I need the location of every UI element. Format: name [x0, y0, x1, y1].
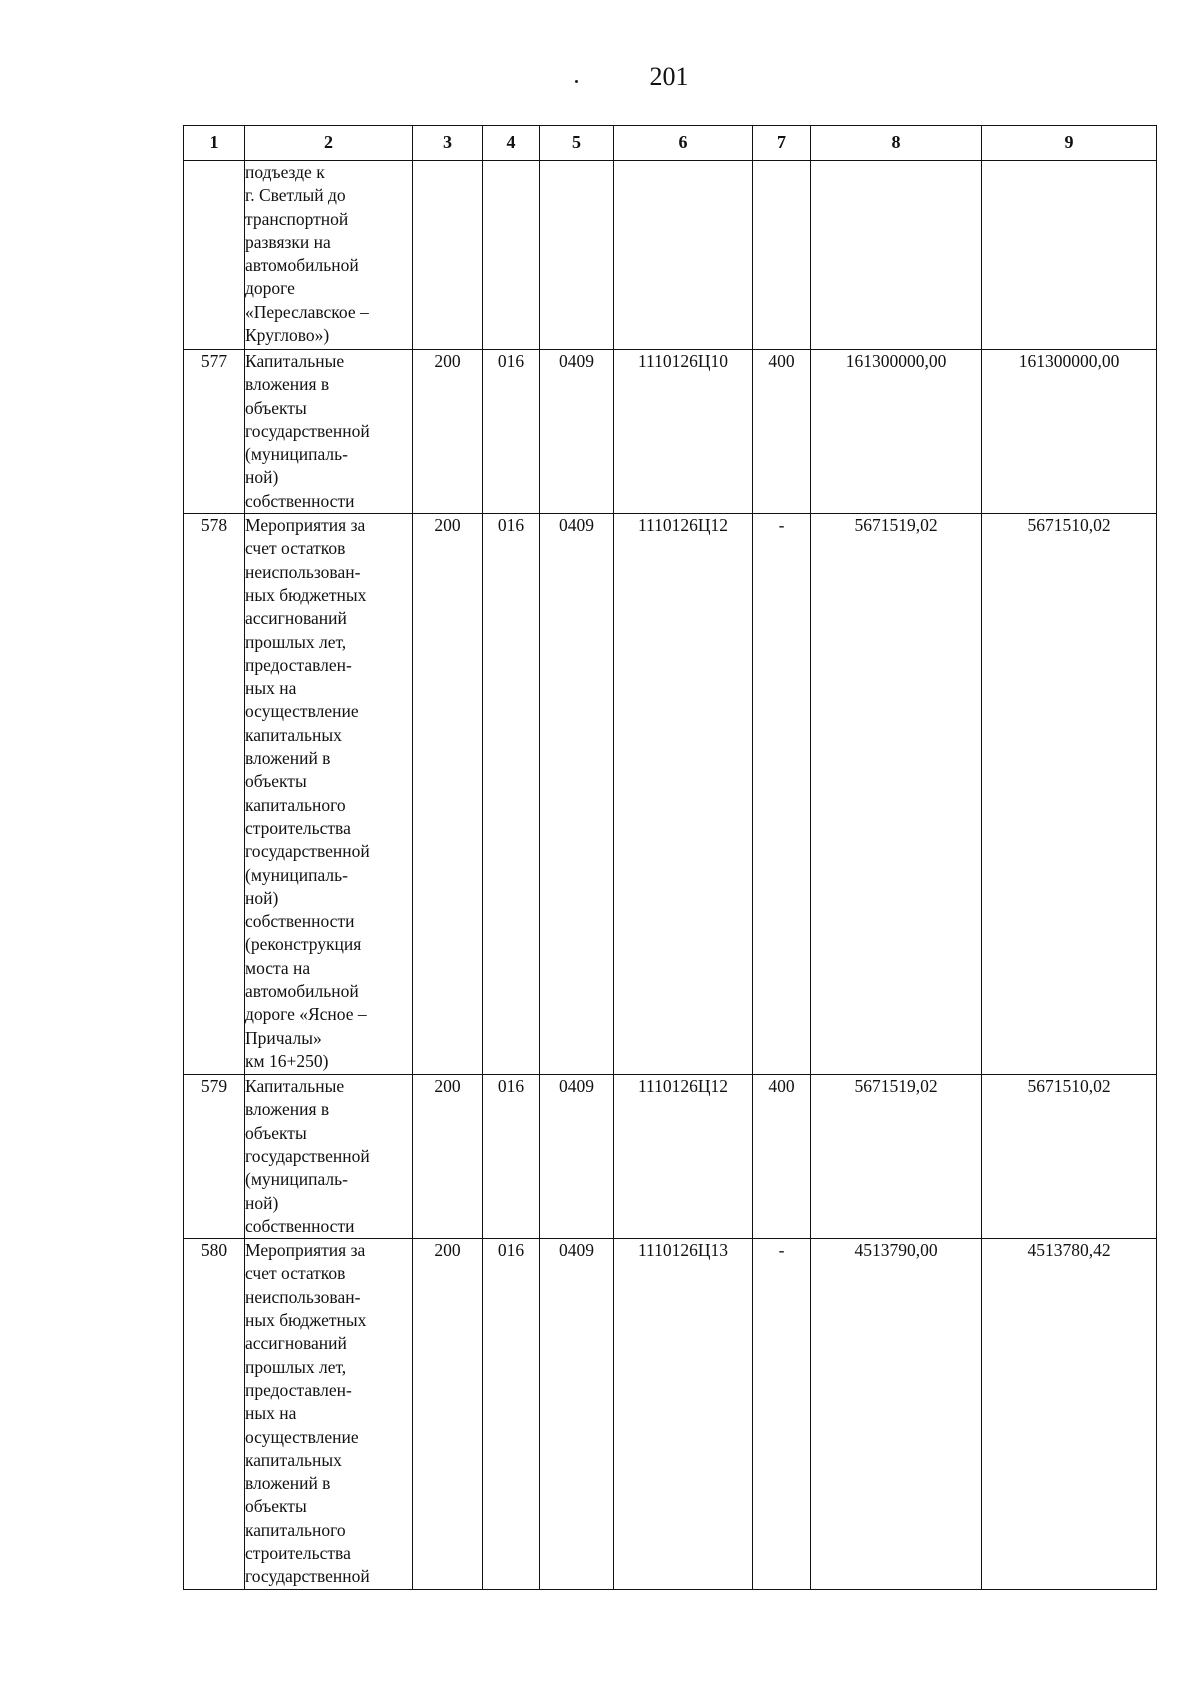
cell-col3: 200	[413, 350, 483, 514]
col-header-8: 8	[811, 126, 982, 161]
cell-col9: 5671510,02	[982, 1075, 1157, 1239]
table-row	[184, 1075, 1157, 1239]
page-number: 201	[649, 62, 689, 91]
row-number: 580	[184, 1239, 245, 1589]
col-header-4: 4	[483, 126, 540, 161]
header-row	[184, 126, 1157, 161]
cell-col6: 1110126Ц12	[614, 514, 753, 1075]
cell-col8	[811, 161, 982, 350]
table-row	[184, 161, 1157, 350]
cell-col8: 4513790,00	[811, 1239, 982, 1589]
col-header-7: 7	[753, 126, 811, 161]
cell-col5: 0409	[540, 1239, 614, 1589]
cell-col4: 016	[483, 350, 540, 514]
col-header-3: 3	[413, 126, 483, 161]
cell-col9	[982, 161, 1157, 350]
table-row	[184, 514, 1157, 1075]
cell-col8: 5671519,02	[811, 1075, 982, 1239]
cell-col4: 016	[483, 1075, 540, 1239]
row-description: Капитальные вложения в объекты государственной (муниципаль- ной) собственности	[245, 350, 413, 514]
row-description: подъезде к г. Светлый до транспортной развязки на автомобильной дороге «Переславское – Круглово»)	[245, 161, 413, 350]
cell-col5: 0409	[540, 514, 614, 1075]
cell-col3: 200	[413, 1075, 483, 1239]
cell-col4	[483, 161, 540, 350]
row-number: 578	[184, 514, 245, 1075]
scan-dot	[575, 80, 578, 83]
cell-col9: 5671510,02	[982, 514, 1157, 1075]
row-description: Мероприятия за счет остатков неиспользован- ных бюджетных ассигнований прошлых лет, предоставлен- ных на осуществление капитальных вложений в объекты капитального строительства государственной	[245, 1239, 413, 1589]
cell-col5: 0409	[540, 1075, 614, 1239]
cell-col6	[614, 161, 753, 350]
col-header-6: 6	[614, 126, 753, 161]
cell-col8: 5671519,02	[811, 514, 982, 1075]
row-description: Мероприятия за счет остатков неиспользован- ных бюджетных ассигнований прошлых лет, предоставлен- ных на осуществление капитальных вложений в объекты капитального строительства государственной (муниципаль- ной) собственности (реконструкция моста на автомобильной дороге «Ясное – Причалы» км 16+250)	[245, 514, 413, 1075]
cell-col9: 161300000,00	[982, 350, 1157, 514]
col-header-1: 1	[184, 126, 245, 161]
col-header-2: 2	[245, 126, 413, 161]
table-row	[184, 350, 1157, 514]
cell-col6: 1110126Ц13	[614, 1239, 753, 1589]
cell-col3: 200	[413, 1239, 483, 1589]
row-description: Капитальные вложения в объекты государственной (муниципаль- ной) собственности	[245, 1075, 413, 1239]
cell-col8: 161300000,00	[811, 350, 982, 514]
cell-col7: 400	[753, 1075, 811, 1239]
cell-col7: -	[753, 1239, 811, 1589]
col-header-5: 5	[540, 126, 614, 161]
cell-col6: 1110126Ц10	[614, 350, 753, 514]
cell-col6: 1110126Ц12	[614, 1075, 753, 1239]
row-number: 579	[184, 1075, 245, 1239]
cell-col3	[413, 161, 483, 350]
cell-col7: -	[753, 514, 811, 1075]
cell-col7: 400	[753, 350, 811, 514]
budget-table	[183, 125, 1157, 1590]
table-row	[184, 1239, 1157, 1589]
col-header-9: 9	[982, 126, 1157, 161]
cell-col7	[753, 161, 811, 350]
cell-col5: 0409	[540, 350, 614, 514]
cell-col5	[540, 161, 614, 350]
cell-col9: 4513780,42	[982, 1239, 1157, 1589]
cell-col4: 016	[483, 514, 540, 1075]
row-number: 577	[184, 350, 245, 514]
row-number	[184, 161, 245, 350]
cell-col4: 016	[483, 1239, 540, 1589]
cell-col3: 200	[413, 514, 483, 1075]
